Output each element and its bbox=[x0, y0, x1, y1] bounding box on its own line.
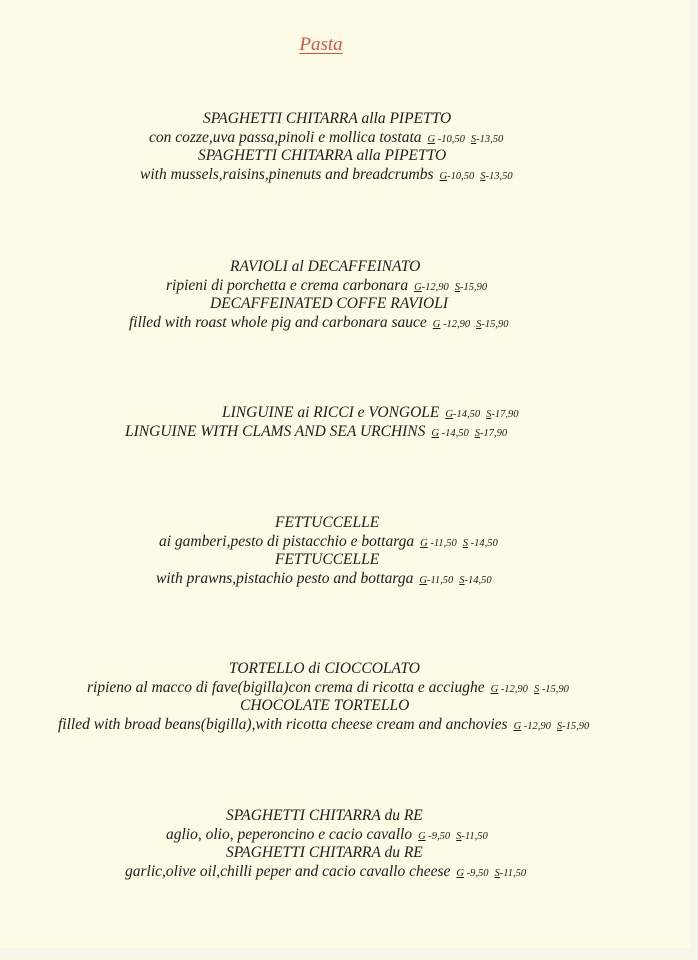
size-s-label: S bbox=[462, 538, 468, 549]
menu-item-text: CHOCOLATE TORTELLO bbox=[240, 697, 410, 714]
menu-item-text: with mussels,raisins,pinenuts and breadcrumbs bbox=[140, 166, 434, 183]
size-g-label: G bbox=[431, 428, 439, 439]
price-g: -12,90 bbox=[421, 282, 449, 293]
price-tag bbox=[414, 282, 487, 293]
size-g-label: G bbox=[439, 171, 448, 182]
size-g-label: G bbox=[490, 684, 499, 695]
price-tag bbox=[456, 868, 526, 879]
price-tag bbox=[418, 831, 488, 842]
menu-item-text: filled with broad beans(bigilla),with ricotta cheese cream and anchovies bbox=[58, 716, 508, 733]
menu-line bbox=[0, 110, 698, 128]
menu-line bbox=[0, 423, 698, 443]
size-s-label: S bbox=[476, 319, 482, 330]
menu-item-text: SPAGHETTI CHITARRA alla PIPETTO bbox=[203, 110, 452, 127]
menu-line bbox=[0, 716, 698, 736]
size-g-label: G bbox=[432, 319, 441, 330]
price-tag bbox=[491, 684, 569, 695]
price-g: -14,50 bbox=[453, 409, 481, 420]
price-s: -14,50 bbox=[464, 575, 492, 586]
price-s: -17,90 bbox=[491, 409, 519, 420]
price-s: -15,90 bbox=[481, 319, 509, 330]
size-s-label: S bbox=[556, 721, 563, 732]
page-title: Pasta bbox=[299, 34, 343, 55]
size-g-label: G bbox=[420, 538, 428, 549]
size-s-label: S bbox=[474, 428, 480, 439]
menu-line bbox=[0, 147, 698, 165]
price-tag bbox=[445, 409, 518, 420]
size-s-label: S bbox=[459, 575, 465, 586]
menu-line bbox=[0, 258, 698, 276]
menu-item-text: SPAGHETTI CHITARRA du RE bbox=[226, 807, 423, 824]
price-s: -15,90 bbox=[460, 282, 488, 293]
menu-item-text: ripieni di porchetta e crema carbonara bbox=[166, 277, 409, 294]
price-tag bbox=[419, 575, 491, 586]
price-tag bbox=[514, 721, 590, 732]
size-g-label: G bbox=[513, 721, 522, 732]
price-tag bbox=[431, 428, 507, 439]
menu-line bbox=[0, 570, 698, 590]
menu-item-text: ai gamberi,pesto di pistacchio e bottarga bbox=[159, 533, 415, 550]
size-s-label: S bbox=[456, 831, 462, 842]
menu-item-text: FETTUCCELLE bbox=[275, 551, 380, 568]
scan-edge bbox=[0, 948, 698, 960]
menu-line bbox=[0, 551, 698, 569]
price-g: -11,50 bbox=[426, 575, 454, 586]
menu-item-text: SPAGHETTI CHITARRA du RE bbox=[226, 844, 423, 861]
size-s-label: S bbox=[533, 684, 540, 695]
size-g-label: G bbox=[419, 575, 427, 586]
menu-item-text: con cozze,uva passa,pinoli e mollica tostata bbox=[149, 129, 422, 146]
price-tag bbox=[420, 538, 498, 549]
price-g: -14,50 bbox=[439, 428, 469, 439]
menu-line bbox=[0, 807, 698, 825]
size-g-label: G bbox=[427, 134, 436, 145]
menu-item-text: FETTUCCELLE bbox=[275, 514, 380, 531]
menu-line bbox=[0, 844, 698, 862]
menu-line bbox=[0, 514, 698, 532]
price-s: -17,90 bbox=[480, 428, 508, 439]
size-g-label: G bbox=[456, 868, 464, 879]
menu-line bbox=[0, 166, 698, 186]
menu-line bbox=[0, 314, 698, 334]
menu-line bbox=[0, 404, 698, 424]
price-tag bbox=[440, 171, 513, 182]
menu-item-text: DECAFFEINATED COFFE RAVIOLI bbox=[210, 295, 449, 312]
menu-line bbox=[0, 277, 698, 297]
menu-line bbox=[0, 533, 698, 553]
price-s: -13,50 bbox=[485, 171, 513, 182]
menu-line bbox=[0, 660, 698, 678]
size-s-label: S bbox=[486, 409, 492, 420]
price-s: -15,90 bbox=[562, 721, 590, 732]
menu-line bbox=[0, 679, 698, 699]
menu-line bbox=[0, 697, 698, 715]
price-g: -11,50 bbox=[427, 538, 457, 549]
price-s: -15,90 bbox=[539, 684, 569, 695]
price-g: -10,50 bbox=[435, 134, 465, 145]
price-g: -12,90 bbox=[521, 721, 551, 732]
price-g: -12,90 bbox=[498, 684, 528, 695]
size-s-label: S bbox=[470, 134, 477, 145]
menu-item-text: filled with roast whole pig and carbonara sauce bbox=[129, 314, 427, 331]
price-tag bbox=[428, 134, 504, 145]
menu-item-text: ripieno al macco di fave(bigilla)con crema di ricotta e acciughe bbox=[87, 679, 485, 696]
menu-item-text: with prawns,pistachio pesto and bottarga bbox=[156, 570, 414, 587]
price-g: -12,90 bbox=[440, 319, 471, 330]
menu-item-text: aglio, olio, peperoncino e cacio cavallo bbox=[166, 826, 413, 843]
menu-line bbox=[0, 295, 698, 313]
size-g-label: G bbox=[418, 831, 426, 842]
size-g-label: G bbox=[445, 409, 453, 420]
price-s: -13,50 bbox=[476, 134, 504, 145]
price-g: -10,50 bbox=[447, 171, 475, 182]
price-g: -9,50 bbox=[425, 831, 451, 842]
price-g: -9,50 bbox=[464, 868, 489, 879]
price-s: -11,50 bbox=[461, 831, 488, 842]
price-tag bbox=[433, 319, 509, 330]
size-s-label: S bbox=[480, 171, 486, 182]
menu-item-text: SPAGHETTI CHITARRA alla PIPETTO bbox=[198, 147, 447, 164]
menu-item-text: garlic,olive oil,chilli peper and cacio cavallo cheese bbox=[125, 863, 451, 880]
size-s-label: S bbox=[494, 868, 500, 879]
menu-item-text: LINGUINE WITH CLAMS AND SEA URCHINS bbox=[125, 423, 426, 440]
menu-line bbox=[0, 129, 698, 149]
price-s: -11,50 bbox=[499, 868, 527, 879]
menu-line bbox=[0, 863, 698, 883]
menu-item-text: TORTELLO di CIOCCOLATO bbox=[229, 660, 420, 677]
price-s: -14,50 bbox=[467, 538, 498, 549]
size-s-label: S bbox=[454, 282, 461, 293]
menu-item-text: LINGUINE ai RICCI e VONGOLE bbox=[222, 404, 440, 421]
size-g-label: G bbox=[414, 282, 422, 293]
menu-item-text: RAVIOLI al DECAFFEINATO bbox=[230, 258, 421, 275]
menu-line bbox=[0, 826, 698, 846]
